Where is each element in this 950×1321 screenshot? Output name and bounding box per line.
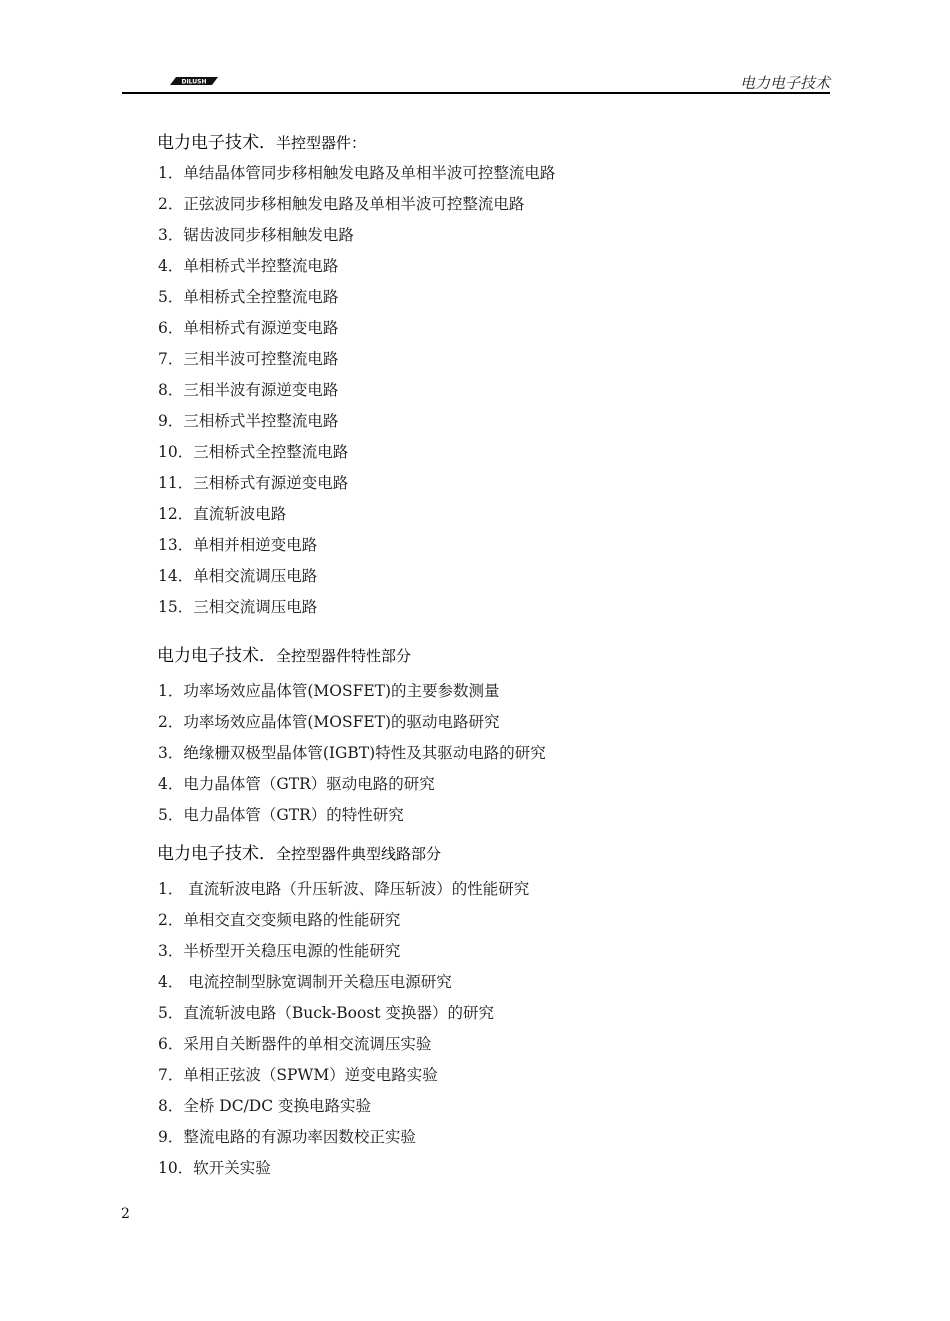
list-item: 5．直流斩波电路（Buck-Boost 变换器）的研究 (158, 1004, 494, 1022)
brand-logo-icon (168, 76, 220, 86)
list-item: 10．三相桥式全控整流电路 (158, 443, 349, 461)
heading-main: 电力电子技术． (157, 646, 276, 666)
heading-main: 电力电子技术． (157, 133, 276, 153)
list-item: 3．绝缘栅双极型晶体管(IGBT)特性及其驱动电路的研究 (158, 744, 546, 762)
list-item: 7．三相半波可控整流电路 (158, 350, 339, 368)
list-item: 7．单相正弦波（SPWM）逆变电路实验 (158, 1066, 438, 1084)
list-item: 14．单相交流调压电路 (158, 567, 318, 585)
header-divider (122, 92, 830, 94)
list-item: 5．电力晶体管（GTR）的特性研究 (158, 806, 404, 824)
list-item: 13．单相并相逆变电路 (158, 536, 318, 554)
list-item: 4．单相桥式半控整流电路 (158, 257, 339, 275)
list-item: 4． 电流控制型脉宽调制开关稳压电源研究 (158, 973, 452, 991)
page-number: 2 (121, 1206, 130, 1222)
brand-logo (168, 71, 220, 86)
list-item: 6．采用自关断器件的单相交流调压实验 (158, 1035, 432, 1053)
list-item: 15．三相交流调压电路 (158, 598, 318, 616)
list-item: 4．电力晶体管（GTR）驱动电路的研究 (158, 775, 435, 793)
header-title: 电力电子技术 (739, 74, 830, 92)
list-item: 1．单结晶体管同步移相触发电路及单相半波可控整流电路 (158, 164, 556, 182)
list-item: 10．软开关实验 (158, 1159, 271, 1177)
section-heading-full-controlled-circuits (157, 839, 441, 864)
list-item: 12．直流斩波电路 (158, 505, 287, 523)
list-item: 8．三相半波有源逆变电路 (158, 381, 339, 399)
list-item: 1． 直流斩波电路（升压斩波、降压斩波）的性能研究 (158, 880, 530, 898)
section-heading-full-controlled-characteristics (157, 641, 411, 666)
list-item: 3．半桥型开关稳压电源的性能研究 (158, 942, 401, 960)
list-item: 1．功率场效应晶体管(MOSFET)的主要参数测量 (158, 682, 500, 700)
heading-sub: 全控型器件典型线路部分 (276, 845, 442, 863)
list-item: 8．全桥 DC/DC 变换电路实验 (158, 1097, 372, 1115)
heading-sub: 全控型器件特性部分 (276, 647, 412, 665)
list-item: 6．单相桥式有源逆变电路 (158, 319, 339, 337)
svg-text:DILUSH: DILUSH (181, 78, 207, 86)
list-item: 5．单相桥式全控整流电路 (158, 288, 339, 306)
list-item: 9．三相桥式半控整流电路 (158, 412, 339, 430)
list-item: 2．单相交直交变频电路的性能研究 (158, 911, 401, 929)
section-heading-semi-controlled (157, 128, 366, 153)
list-item: 3．锯齿波同步移相触发电路 (158, 226, 354, 244)
list-item: 9．整流电路的有源功率因数校正实验 (158, 1128, 416, 1146)
heading-main: 电力电子技术． (157, 844, 276, 864)
list-item: 11．三相桥式有源逆变电路 (158, 474, 349, 492)
list-item: 2．正弦波同步移相触发电路及单相半波可控整流电路 (158, 195, 525, 213)
list-item: 2．功率场效应晶体管(MOSFET)的驱动电路研究 (158, 713, 500, 731)
heading-sub: 半控型器件： (276, 134, 367, 152)
